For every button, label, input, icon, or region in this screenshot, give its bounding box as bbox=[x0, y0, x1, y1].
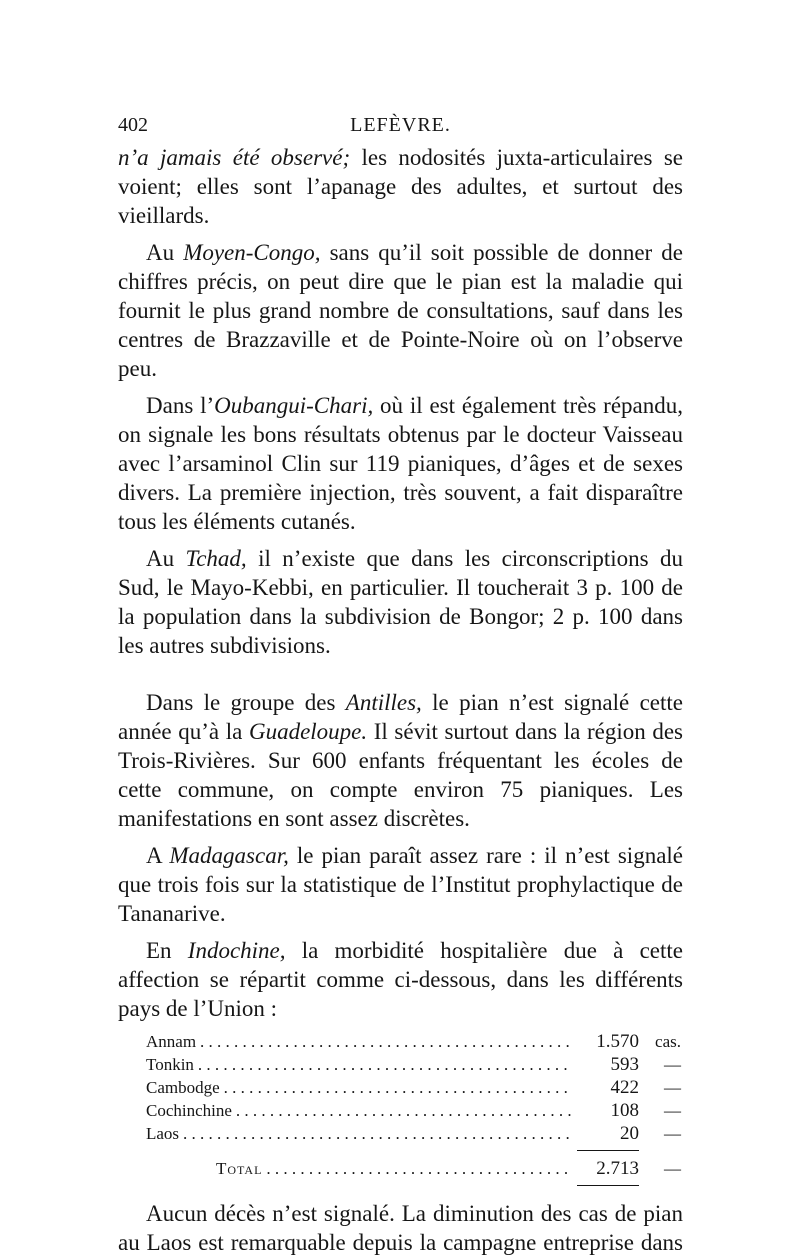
table-row: Cambodge . . . 422 — bbox=[146, 1077, 681, 1100]
table-row: Tonkin . . . 593 — bbox=[146, 1054, 681, 1077]
paragraph-tchad: Au Tchad, il n’existe que dans les circonscriptions du Sud, le Mayo-Kebbi, en particulier. Il toucherait 3 p. 100 de la population dans la subdivision de Bongor; 2 p. 100 dans les autres subdivisions. bbox=[118, 546, 683, 658]
table-row: Cochinchine . . . 108 — bbox=[146, 1100, 681, 1123]
paragraph-1: n’a jamais été observé; les nodosités juxta-articulaires se voient; elles sont l’apanage des adultes, et surtout des vieillards. bbox=[118, 145, 683, 228]
sum-rule bbox=[577, 1150, 639, 1151]
paragraph-moyen-congo: Au Moyen-Congo, sans qu’il soit possible de donner de chiffres précis, on peut dire que le pian est la maladie qui fournit le plus grand nombre de consultations, sauf dans les centres de Brazzaville et de Pointe-Noire où on l’observe peu. bbox=[118, 240, 683, 381]
table-total-row: Total . . . 2.713 — bbox=[146, 1158, 681, 1181]
paragraph-indochine: En Indochine, la morbidité hospitalière due à cette affection se répartit comme ci-dessous, dans les différents pays de l’Union : bbox=[118, 938, 683, 1021]
morbidity-table bbox=[146, 1031, 681, 1191]
table-row: Annam . . . 1.570 cas. bbox=[146, 1031, 681, 1054]
paragraph-antilles: Dans le groupe des Antilles, le pian n’est signalé cette année qu’à la Guadeloupe. Il sévit surtout dans la région des Trois-Rivières. Sur 600 enfants fréquentant les écoles de cette commune, on compte environ 75 pianiques. Les manifestations en sont assez discrètes. bbox=[118, 690, 683, 831]
page-number: 402 bbox=[118, 114, 148, 136]
running-title: LEFÈVRE. bbox=[350, 114, 451, 136]
total-rule bbox=[577, 1185, 639, 1186]
paragraph-oubangui-chari: Dans l’Oubangui-Chari, où il est également très répandu, on signale les bons résultats obtenus par le docteur Vaisseau avec l’arsaminol Clin sur 119 pianiques, d’âges et de sexes divers. La première injection, très souvent, a fait disparaître tous les éléments cutanés. bbox=[118, 393, 683, 534]
table-row: Laos . . . 20 — bbox=[146, 1123, 681, 1146]
paragraph-conclusion: Aucun décès n’est signalé. La diminution des cas de pian au Laos est remarquable depuis la campagne entreprise dans bbox=[118, 1201, 683, 1255]
paragraph-madagascar: A Madagascar, le pian paraît assez rare : il n’est signalé que trois fois sur la statistique de l’Institut prophylactique de Tananarive. bbox=[118, 843, 683, 926]
page-body bbox=[118, 143, 683, 1257]
page-header bbox=[118, 114, 683, 144]
